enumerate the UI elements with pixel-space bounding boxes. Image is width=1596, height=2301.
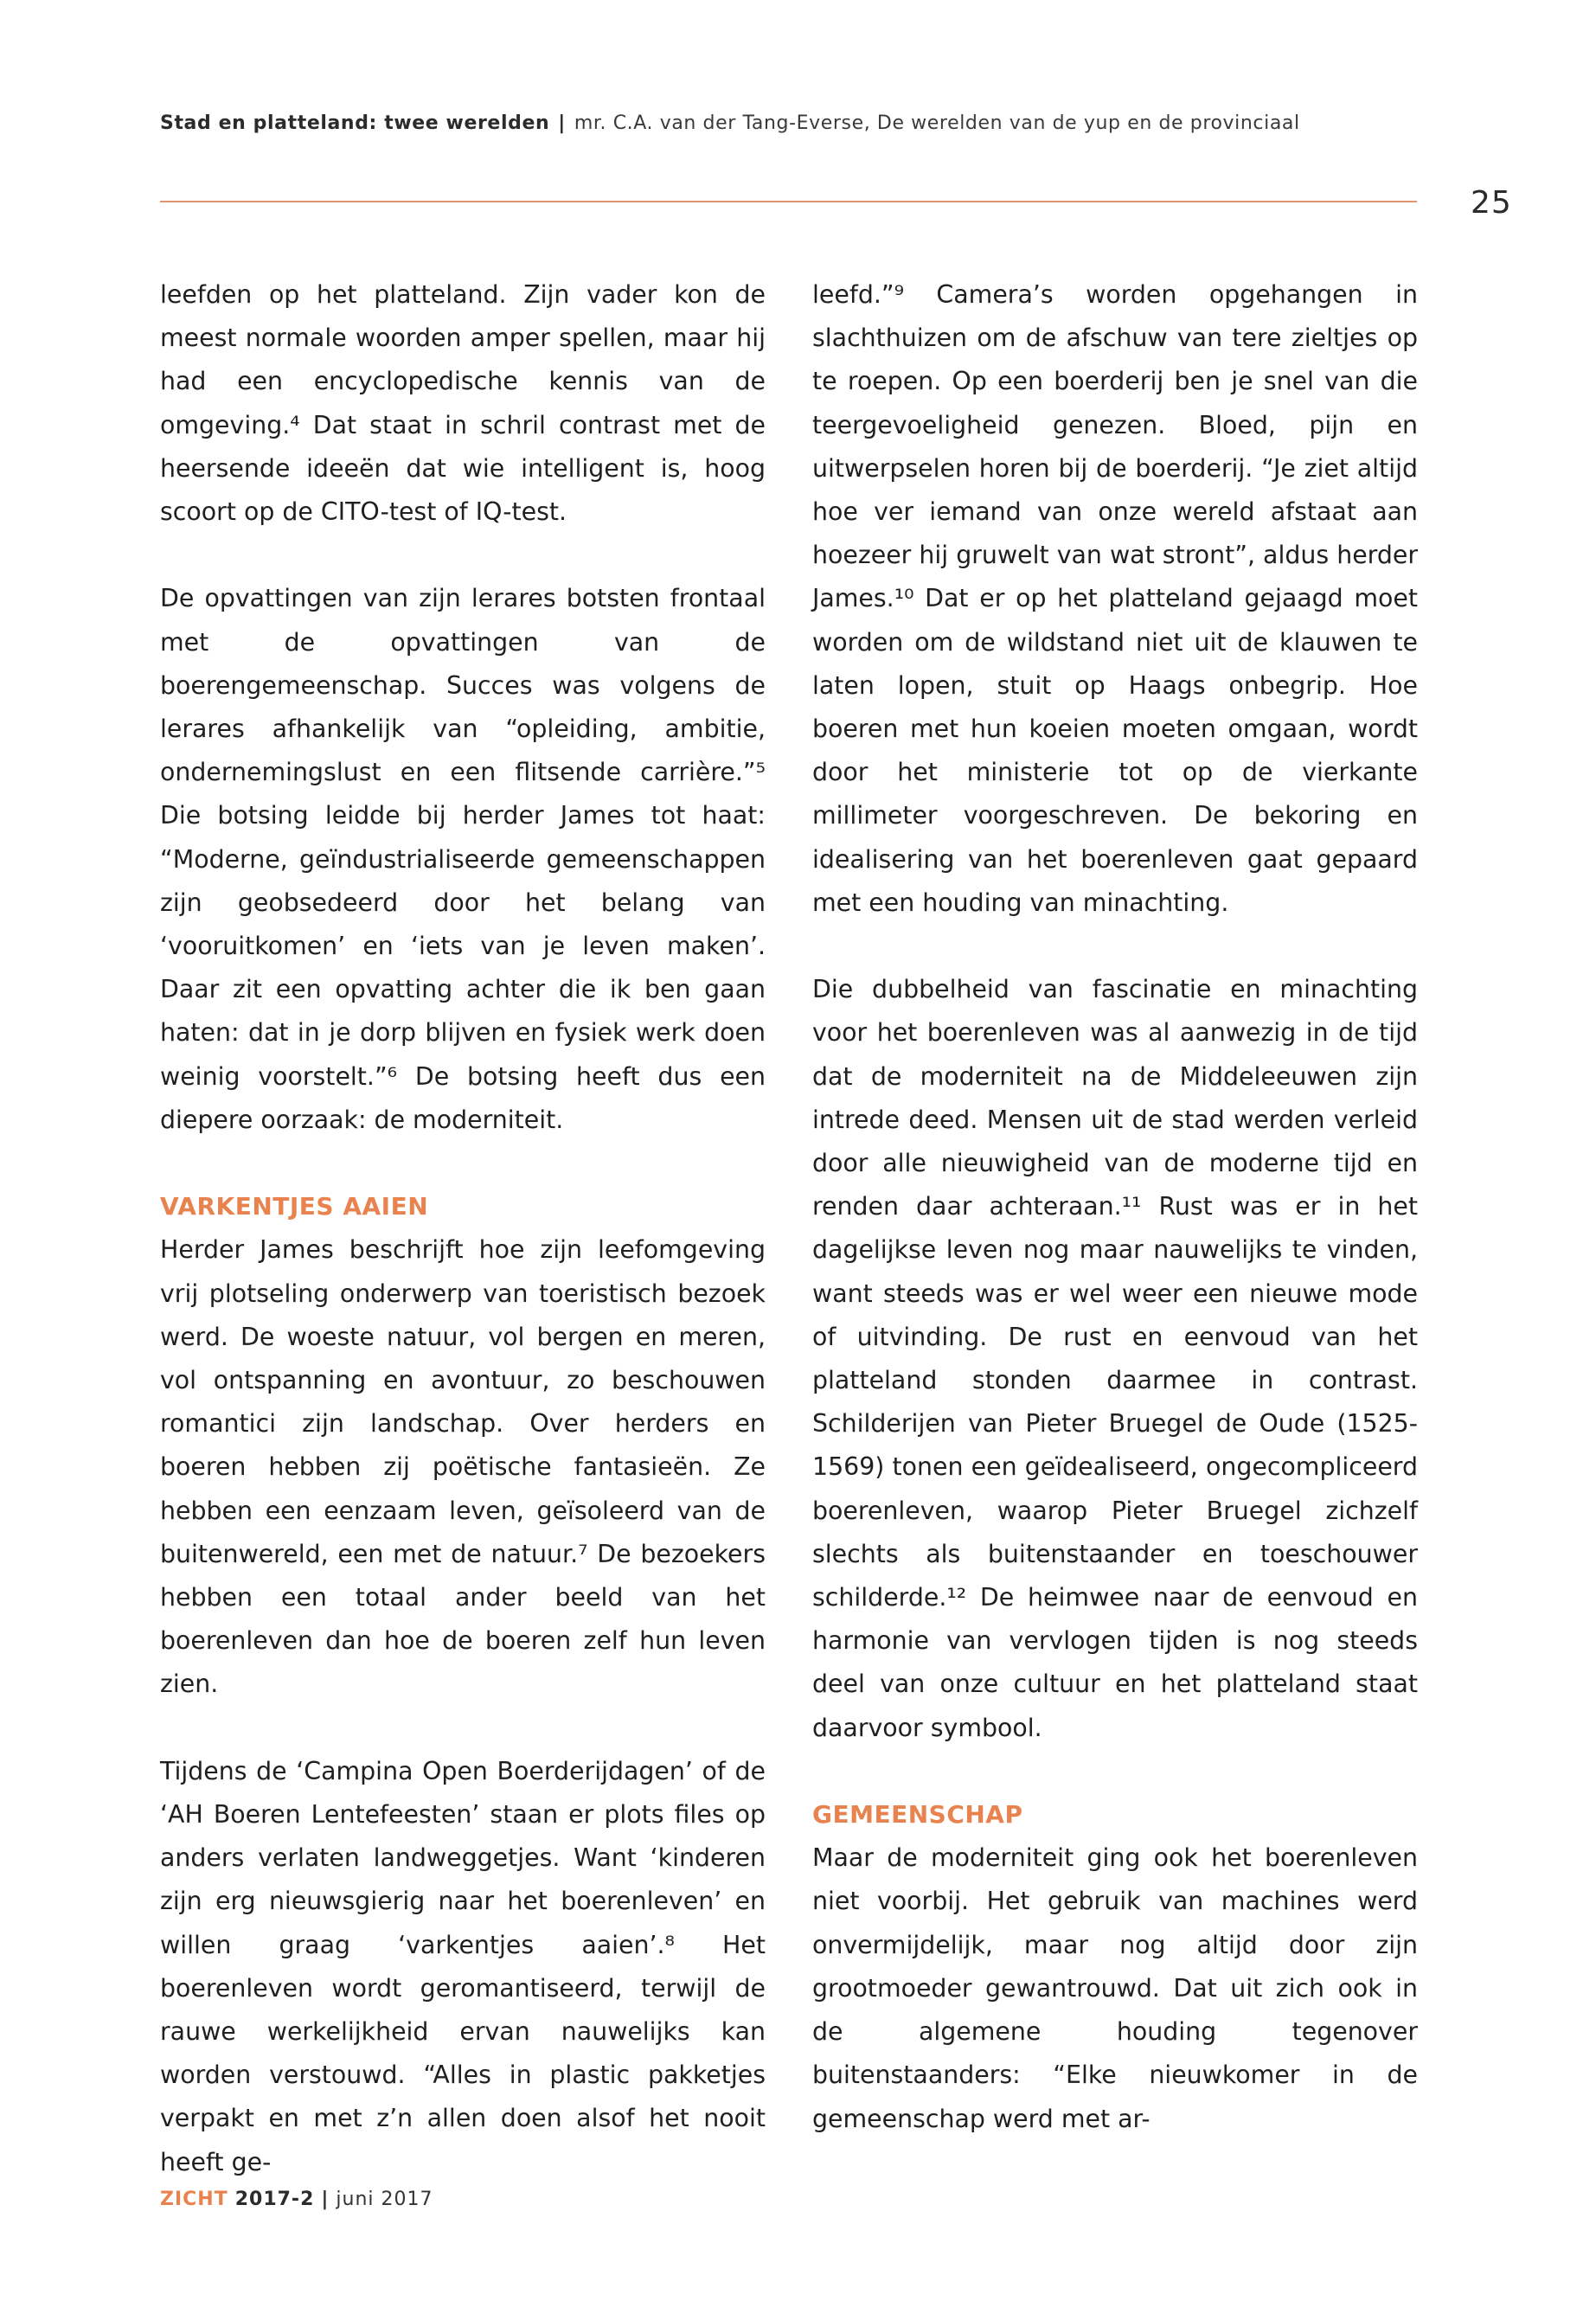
section-heading-gemeenschap: GEMEENSCHAP <box>812 1800 1023 1830</box>
header-separator: | <box>558 112 566 134</box>
footer-brand: ZICHT <box>160 2189 228 2210</box>
running-header <box>160 112 1414 134</box>
right-paragraph-2: Die dubbelheid van fascinatie en minachting voor het boerenleven was al aanwezig in de tijd dat de moderniteit na de Middeleeuwen zijn intrede deed. Mensen uit de stad werden verleid door alle nieuwigheid van de moderne tijd en renden daar achteraan.¹¹ Rust was er in het dagelijkse leven nog maar nauwelijks te vinden, want steeds was er wel weer een nieuwe mode of uitvinding. De rust en eenvoud van het platteland stonden daarmee in contrast. Schilderijen van Pieter Bruegel de Oude (1525-1569) tonen een geïdealiseerd, ongecompliceerd boerenleven, waarop Pieter Bruegel zichzelf slechts als buitenstaander en toeschouwer schilderde.¹² De heimwee naar de eenvoud en harmonie van vervlogen tijden is nog steeds deel van onze cultuur en het platteland staat daarvoor symbool. <box>812 975 1418 1742</box>
right-paragraph-3: Maar de moderniteit ging ook het boerenleven niet voorbij. Het gebruik van machines werd onvermijdelijk, maar nog altijd door zijn grootmoeder gewantrouwd. Dat uit zich ook in de algemene houding tegenover buitenstaanders: “Elke nieuwkomer in de gemeenschap werd met ar- <box>812 1843 1418 2133</box>
left-column <box>160 273 766 2227</box>
footer-separator: | <box>321 2189 330 2210</box>
header-subtitle: mr. C.A. van der Tang-Everse, De werelden van de yup en de provinciaal <box>574 112 1300 134</box>
left-paragraph-2: De opvattingen van zijn lerares botsten frontaal met de opvattingen van de boerengemeenschap. Succes was volgens de lerares afhankelijk van “opleiding, ambitie, ondernemingslust en een flitsende carrière.”⁵ Die botsing leidde bij herder James tot haat: “Moderne, geïndustrialiseerde gemeenschappen zijn geobsedeerd door het belang van ‘vooruitkomen’ en ‘iets van je leven maken’. Daar zit een opvatting achter die ik ben gaan haten: dat in je dorp blijven en fysiek werk doen weinig voorstelt.”⁶ De botsing heeft dus een diepere oorzaak: de moderniteit. <box>160 584 766 1134</box>
right-paragraph-1: leefd.”⁹ Camera’s worden opgehangen in slachthuizen om de afschuw van tere zieltjes op te roepen. Op een boerderij ben je snel van die teergevoeligheid genezen. Bloed, pijn en uitwerpselen horen bij de boerderij. “Je ziet altijd hoe ver iemand van onze wereld afstaat aan hoezeer hij gruwelt van wat stront”, aldus herder James.¹⁰ Dat er op het platteland gejaagd moet worden om de wildstand niet uit de klauwen te laten lopen, stuit op Haags onbegrip. Hoe boeren met hun koeien moeten omgaan, wordt door het ministerie tot op de vierkante millimeter voorgeschreven. De bekoring en idealisering van het boerenleven gaat gepaard met een houding van minachting. <box>812 280 1418 917</box>
footer-date: juni 2017 <box>336 2189 433 2210</box>
left-paragraph-3: Herder James beschrijft hoe zijn leefomgeving vrij plotseling onderwerp van toeristisch bezoek werd. De woeste natuur, vol bergen en meren, vol ontspanning en avontuur, zo beschouwen romantici zijn landschap. Over herders en boeren hebben zij poëtische fantasieën. Ze hebben een eenzaam leven, geïsoleerd van de buitenwereld, een met de natuur.⁷ De bezoekers hebben een totaal ander beeld van het boerenleven dan hoe de boeren zelf hun leven zien. <box>160 1235 766 1699</box>
footer-issue: 2017-2 <box>234 2189 315 2210</box>
page-number: 25 <box>1471 185 1512 221</box>
header-rule <box>160 201 1417 202</box>
section-heading-varkentjes-aaien: VARKENTJES AAIEN <box>160 1192 429 1221</box>
header-title: Stad en platteland: twee werelden <box>160 112 550 134</box>
page-footer <box>160 2189 433 2210</box>
left-paragraph-4: Tijdens de ‘Campina Open Boerderijdagen’ of de ‘AH Boeren Lentefeesten’ staan er plots files op anders verlaten landweggetjes. Want ‘kinderen zijn erg nieuwsgierig naar het boerenleven’ en willen graag ‘varkentjes aaien’.⁸ Het boerenleven wordt geromantiseerd, terwijl de rauwe werkelijkheid ervan nauwelijks kan worden verstouwd. “Alles in plastic pakketjes verpakt en met z’n allen doen alsof het nooit heeft ge- <box>160 1756 766 2176</box>
right-column <box>812 273 1418 2184</box>
left-paragraph-1: leefden op het platteland. Zijn vader kon de meest normale woorden amper spellen, maar hij had een encyclopedische kennis van de omgeving.⁴ Dat staat in schril contrast met de heersende ideeën dat wie intelligent is, hoog scoort op de CITO-test of IQ-test. <box>160 280 766 527</box>
